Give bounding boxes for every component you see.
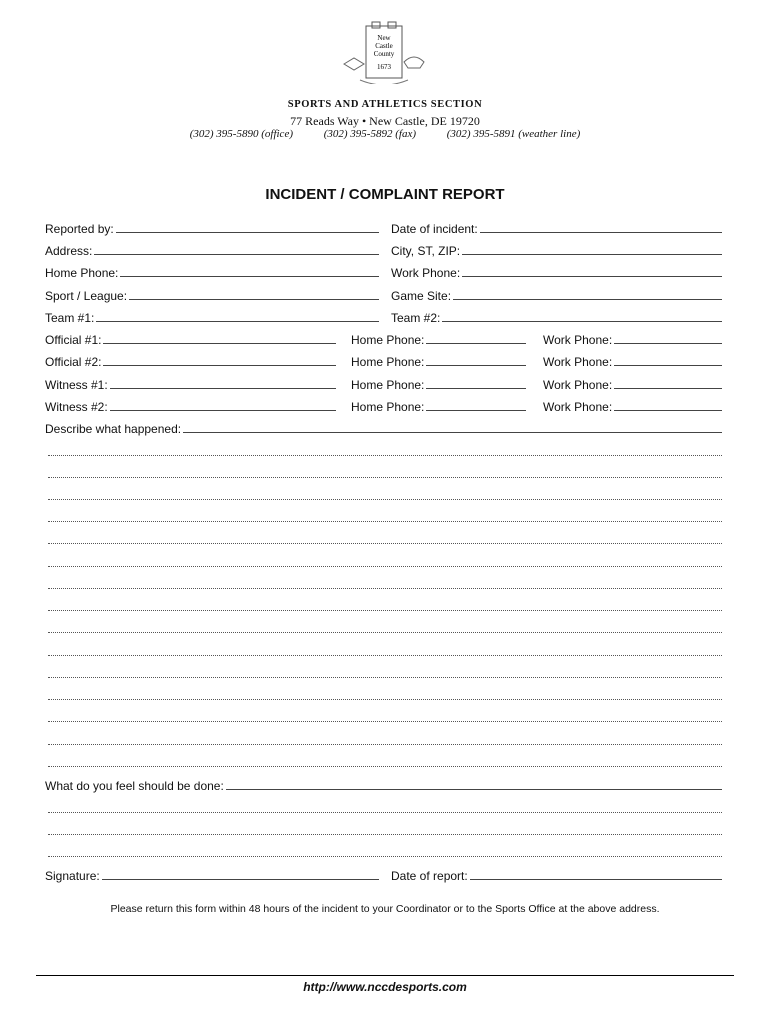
describe-field[interactable] (45, 418, 722, 436)
blank-line[interactable] (48, 766, 722, 767)
game-site-line[interactable] (453, 287, 722, 300)
seal-text: New (377, 34, 391, 42)
home-phone-label: Home Phone: (45, 266, 119, 280)
official1-label: Official #1: (45, 333, 102, 347)
blank-line[interactable] (48, 588, 722, 589)
work-phone-label: Work Phone: (391, 266, 461, 280)
witness1-work-phone-line[interactable] (614, 376, 722, 389)
fax-phone: (302) 395-5892 (fax) (323, 128, 416, 140)
date-of-report-label: Date of report: (391, 869, 468, 883)
witness2-work-phone-line[interactable] (614, 398, 722, 411)
work-phone-line[interactable] (462, 264, 722, 277)
witness1-home-phone-field[interactable] (351, 374, 526, 392)
date-of-incident-line[interactable] (480, 220, 722, 233)
reported-by-label: Reported by: (45, 222, 114, 236)
website-link[interactable]: http://www.nccdesports.com (303, 980, 467, 994)
county-seal-logo (338, 20, 430, 84)
should-be-done-label: What do you feel should be done: (45, 779, 224, 793)
blank-line[interactable] (48, 455, 722, 456)
reported-by-field[interactable] (45, 218, 379, 236)
team2-line[interactable] (442, 309, 722, 322)
blank-line[interactable] (48, 812, 722, 813)
date-of-report-line[interactable] (470, 867, 722, 880)
reported-by-line[interactable] (116, 220, 379, 233)
witness1-line[interactable] (110, 376, 336, 389)
official2-work-phone-field[interactable] (543, 351, 722, 369)
date-of-incident-field[interactable] (391, 218, 722, 236)
should-be-done-line[interactable] (226, 777, 722, 790)
work-phone-label: Work Phone: (543, 400, 613, 414)
seal-text: 1673 (377, 63, 391, 71)
return-instructions: Please return this form within 48 hours of the incident to your Coordinator or to the Sports Office at the above address. (110, 903, 660, 915)
witness1-label: Witness #1: (45, 378, 108, 392)
blank-line[interactable] (48, 699, 722, 700)
official2-field[interactable] (45, 351, 336, 369)
official2-home-phone-field[interactable] (351, 351, 526, 369)
seal-text: Castle (375, 42, 393, 50)
sport-league-line[interactable] (129, 287, 379, 300)
official2-line[interactable] (103, 353, 336, 366)
work-phone-label: Work Phone: (543, 333, 613, 347)
team2-label: Team #2: (391, 311, 441, 325)
blank-line[interactable] (48, 834, 722, 835)
official1-home-phone-line[interactable] (426, 331, 526, 344)
home-phone-label: Home Phone: (351, 400, 425, 414)
official1-work-phone-line[interactable] (614, 331, 722, 344)
home-phone-line[interactable] (120, 264, 379, 277)
signature-line[interactable] (102, 867, 379, 880)
game-site-label: Game Site: (391, 289, 452, 303)
witness2-field[interactable] (45, 396, 336, 414)
work-phone-label: Work Phone: (543, 355, 613, 369)
witness2-home-phone-field[interactable] (351, 396, 526, 414)
org-phones (0, 128, 770, 140)
official1-home-phone-field[interactable] (351, 329, 526, 347)
official2-label: Official #2: (45, 355, 102, 369)
official1-field[interactable] (45, 329, 336, 347)
sport-league-label: Sport / League: (45, 289, 128, 303)
witness2-line[interactable] (110, 398, 336, 411)
blank-line[interactable] (48, 610, 722, 611)
team1-label: Team #1: (45, 311, 95, 325)
blank-line[interactable] (48, 477, 722, 478)
blank-line[interactable] (48, 521, 722, 522)
blank-line[interactable] (48, 566, 722, 567)
city-st-zip-label: City, ST, ZIP: (391, 244, 461, 258)
blank-line[interactable] (48, 721, 722, 722)
home-phone-label: Home Phone: (351, 333, 425, 347)
address-label: Address: (45, 244, 93, 258)
official1-work-phone-field[interactable] (543, 329, 722, 347)
blank-line[interactable] (48, 677, 722, 678)
work-phone-field[interactable] (391, 262, 722, 280)
witness2-work-phone-field[interactable] (543, 396, 722, 414)
address-field[interactable] (45, 240, 379, 258)
form-title: INCIDENT / COMPLAINT REPORT (265, 186, 505, 203)
official1-line[interactable] (103, 331, 336, 344)
team2-field[interactable] (391, 307, 722, 325)
blank-line[interactable] (48, 655, 722, 656)
org-title: SPORTS AND ATHLETICS SECTION (287, 99, 483, 110)
official2-work-phone-line[interactable] (614, 353, 722, 366)
blank-line[interactable] (48, 543, 722, 544)
signature-field[interactable] (45, 865, 379, 883)
weather-line-phone: (302) 395-5891 (weather line) (446, 128, 581, 140)
game-site-field[interactable] (391, 285, 722, 303)
home-phone-field[interactable] (45, 262, 379, 280)
witness2-label: Witness #2: (45, 400, 108, 414)
footer-divider (36, 975, 734, 976)
team1-field[interactable] (45, 307, 379, 325)
blank-line[interactable] (48, 632, 722, 633)
blank-line[interactable] (48, 744, 722, 745)
city-st-zip-line[interactable] (462, 242, 722, 255)
describe-label: Describe what happened: (45, 422, 182, 436)
witness1-home-phone-line[interactable] (426, 376, 526, 389)
witness1-work-phone-field[interactable] (543, 374, 722, 392)
date-of-report-field[interactable] (391, 865, 722, 883)
city-st-zip-field[interactable] (391, 240, 722, 258)
witness1-field[interactable] (45, 374, 336, 392)
team1-line[interactable] (96, 309, 379, 322)
describe-line[interactable] (183, 420, 722, 433)
blank-line[interactable] (48, 856, 722, 857)
date-of-incident-label: Date of incident: (391, 222, 478, 236)
work-phone-label: Work Phone: (543, 378, 613, 392)
signature-label: Signature: (45, 869, 100, 883)
home-phone-label: Home Phone: (351, 378, 425, 392)
org-address: 77 Reads Way • New Castle, DE 19720 (290, 114, 480, 128)
should-be-done-field[interactable] (45, 775, 722, 793)
home-phone-label: Home Phone: (351, 355, 425, 369)
office-phone: (302) 395-5890 (office) (189, 128, 293, 140)
sport-league-field[interactable] (45, 285, 379, 303)
seal-text: County (373, 50, 395, 58)
blank-line[interactable] (48, 499, 722, 500)
address-line[interactable] (94, 242, 379, 255)
witness2-home-phone-line[interactable] (426, 398, 526, 411)
official2-home-phone-line[interactable] (426, 353, 526, 366)
